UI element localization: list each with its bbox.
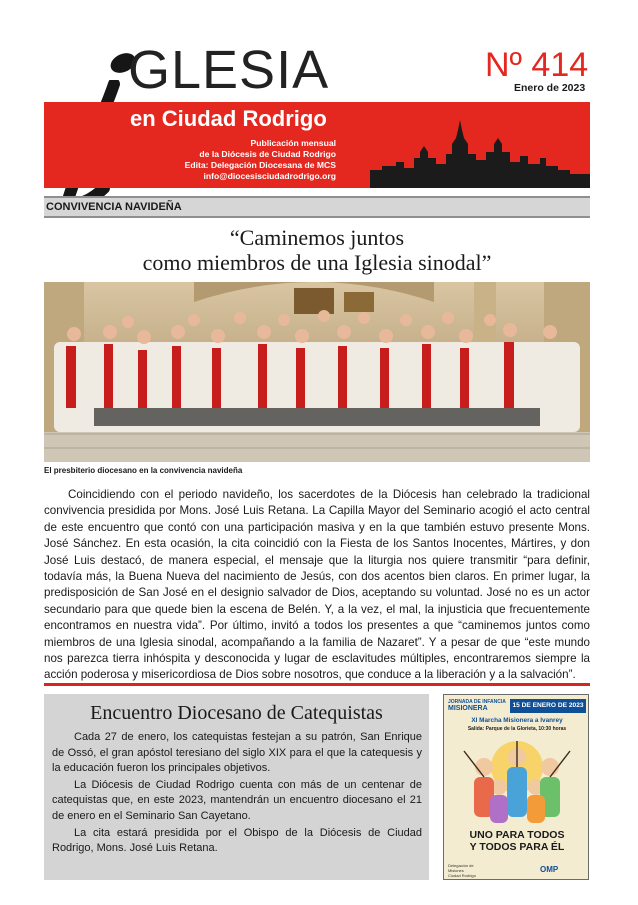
box-paragraph: La cita estará presidida por el Obispo de la Diócesis de Ciudad Rodrigo, Mons. José Luis Retana. bbox=[52, 826, 422, 855]
footer-line: Ciudad Rodrigo bbox=[448, 873, 476, 878]
masthead-title: GLESIA bbox=[128, 40, 330, 100]
box-paragraph: Cada 27 de enero, los catequistas festejan a su patrón, San Enrique de Ossó, el gran apóstol teresiano del siglo XIX para el que la catequesis y la educación fueron los principales objetivos. bbox=[52, 731, 422, 775]
poster-header-small: JORNADA DE INFANCIA bbox=[448, 699, 506, 705]
poster-slogan bbox=[446, 829, 588, 853]
mission-poster bbox=[443, 694, 589, 880]
group-photo bbox=[44, 282, 590, 462]
poster-title: XI Marcha Misionera a Ivanrey bbox=[471, 717, 563, 724]
box-title: Encuentro Diocesano de Catequistas bbox=[90, 702, 383, 724]
info-line: Publicación mensual bbox=[250, 138, 336, 148]
section-label: CONVIVENCIA NAVIDEÑA bbox=[46, 201, 182, 213]
info-line: de la Diócesis de Ciudad Rodrigo bbox=[199, 149, 336, 159]
poster-header bbox=[448, 699, 506, 713]
omp-logo: OMP bbox=[540, 865, 559, 874]
info-line: Edita: Delegación Diocesana de MCS bbox=[184, 160, 336, 170]
issue-date: Enero de 2023 bbox=[514, 82, 586, 94]
poster-subtitle: Salida: Parque de la Glorieta, 10:30 horas bbox=[467, 726, 567, 732]
footer-line: Delegación de bbox=[448, 863, 474, 868]
masthead-subtitle: en Ciudad Rodrigo bbox=[130, 106, 327, 131]
masthead-publisher-info bbox=[168, 138, 336, 182]
poster-header-big: MISIONERA bbox=[448, 705, 488, 712]
photo-caption: El presbiterio diocesano en la convivencia navideña bbox=[44, 466, 243, 475]
issue-number: Nº 414 bbox=[485, 46, 589, 84]
headline-line: como miembros de una Iglesia sinodal” bbox=[142, 250, 492, 275]
slogan-line: UNO PARA TODOS bbox=[469, 829, 565, 841]
info-line[interactable]: info@diocesisciudadrodrigo.org bbox=[203, 171, 336, 181]
red-divider bbox=[44, 683, 590, 686]
article-headline bbox=[44, 225, 590, 275]
article-body: Coincidiendo con el periodo navideño, los sacerdotes de la Diócesis han celebrado la tradicional convivencia presidida por Mons. José Luis Retana. La Capilla Mayor del Seminario acogió el acto central de este encuentro que contó con una participación masiva y en la que también estuvo presente Mons. José Sánchez. En esta ocasión, la cita coincidió con la Fiesta de los Santos Inocentes, Mártires, y don José Luis destacó, de manera especial, el mensaje que la liturgia nos quiere transmitir “para definir, todavía más, la Buena Nueva del nacimiento de Jesús, con dos acentos bien claros. En primer lugar, la predisposición de San José en el designio salvador de Dios, aceptando su voluntad. José no es un actor secundario para que quede bien la escena de Belén. Y, a la vez, el mal, la injusticia que frecuentemente encontramos en nuestra vida”. Por último, invitó a todos los presentes a que “caminemos juntos como miembros de una Iglesia sinodal, acompañando a la familia de Nazaret”. Y a pesar de que “este mundo nos parezca tierra inhóspita y desconocida y lugar de esclavitudes múltiples, encontraremos siempre la acción poderosa y misericordiosa de Dios sobre nosotros, que conduce a la liberación y a la salvación”. bbox=[44, 488, 590, 682]
poster-date: 15 DE ENERO DE 2023 bbox=[510, 699, 586, 713]
slogan-line: Y TODOS PARA ÉL bbox=[469, 841, 565, 853]
headline-line: “Caminemos juntos bbox=[229, 225, 405, 250]
box-paragraph: La Diócesis de Ciudad Rodrigo cuenta con más de un centenar de catequistas que, en este 2023, mantendrán un encuentro diocesano el 21 de enero en el Seminario San Cayetano. bbox=[52, 778, 422, 822]
footer-line: Misiones bbox=[448, 868, 464, 873]
box-body bbox=[52, 730, 422, 858]
children-illustration bbox=[454, 737, 580, 825]
cathedral-skyline-silhouette bbox=[370, 108, 590, 188]
poster-footer-org bbox=[448, 863, 476, 878]
